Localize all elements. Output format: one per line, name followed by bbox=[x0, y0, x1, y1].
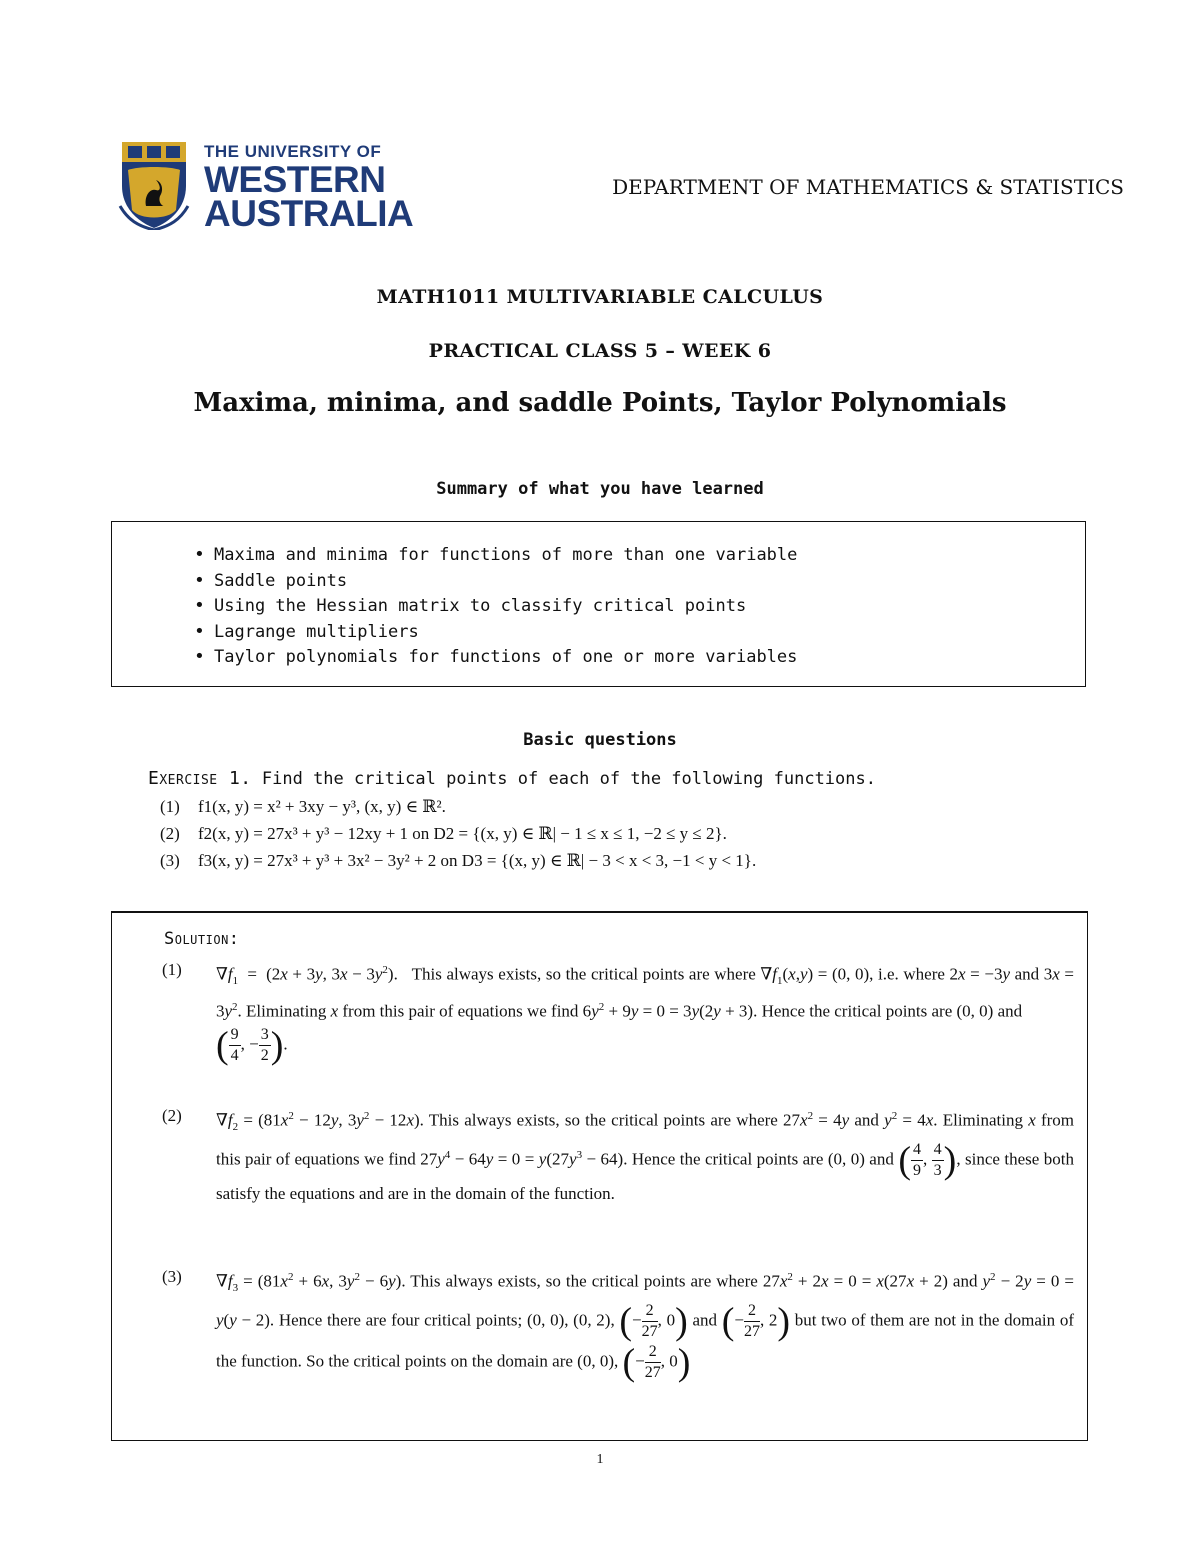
department-name: DEPARTMENT OF MATHEMATICS & STATISTICS bbox=[612, 175, 1124, 199]
solution-text: $\nabla f_3 = (81x^2 + 6x$, $3y^2 - 6y$). This always exists, so the critical points are where $27x^2 + 2x = 0 = x(27x + 2)$ and $y^2 - 2y = 0 = y(y - 2)$. Hence there are four critical points; (0, 0), (0, 2), (− $\frac{2}{27}$ , 0) and (− $\frac{2}{27}$ , 2) but two of them are not in the domain of the function. So the critical points on the domain are (0, 0), (− $\frac{2}{27}$ , 0) bbox=[216, 1271, 1074, 1384]
question-number: (1) bbox=[160, 797, 180, 816]
logo-line-2: WESTERN bbox=[204, 159, 386, 200]
solution-item-2 bbox=[162, 1103, 1074, 1207]
basic-questions-heading: Basic questions bbox=[523, 730, 677, 750]
exercise-1 bbox=[148, 768, 876, 789]
solution-item-1 bbox=[162, 957, 1074, 1066]
exercise-text: Find the critical points of each of the following functions. bbox=[261, 769, 876, 789]
question-text: f2(x, y) = 27x³ + y³ − 12xy + 1 on D2 = {(x, y) ∈ ℝ| − 1 ≤ x ≤ 1, −2 ≤ y ≤ 2}. bbox=[198, 824, 727, 843]
topic-title: Maxima, minima, and saddle Points, Taylor Polynomials bbox=[193, 388, 1007, 418]
university-logo bbox=[118, 140, 414, 234]
question-number: (3) bbox=[160, 851, 180, 870]
summary-heading: Summary of what you have learned bbox=[436, 479, 764, 499]
solution-item-3 bbox=[162, 1264, 1074, 1383]
list-item: • Taylor polynomials for functions of one or more variables bbox=[194, 644, 797, 670]
summary-list bbox=[194, 542, 797, 670]
solution-number: (2) bbox=[162, 1106, 182, 1125]
list-item: • Using the Hessian matrix to classify critical points bbox=[194, 593, 797, 619]
solution-label: Solution: bbox=[164, 929, 240, 949]
university-crest-icon bbox=[118, 140, 190, 230]
list-item: • Lagrange multipliers bbox=[194, 619, 797, 645]
list-item: • Maxima and minima for functions of more than one variable bbox=[194, 542, 797, 568]
solution-text: $\nabla f_2 = (81x^2 - 12y$, $3y^2 - 12x$). This always exists, so the critical points are where $27x^2 = 4y$ and $y^2 = 4x$. Eliminating x from this pair of equations we find $27y^4 - 64y = 0 = y(27y^3 - 64)$. Hence the critical points are (0, 0) and ( $\frac{4}{9}$ , $\frac{4}{3}$ ), since these both satisfy the equations and are in the domain of the function. bbox=[216, 1110, 1075, 1204]
logo-line-3: AUSTRALIA bbox=[204, 193, 414, 234]
course-title: MATH1011 MULTIVARIABLE CALCULUS bbox=[376, 286, 824, 308]
question-3 bbox=[160, 851, 756, 871]
page-number: 1 bbox=[596, 1452, 604, 1467]
list-item: • Saddle points bbox=[194, 568, 797, 594]
summary-box bbox=[111, 521, 1086, 687]
solution-number: (3) bbox=[162, 1267, 182, 1286]
logo-line-1: THE UNIVERSITY OF bbox=[204, 142, 382, 161]
question-text: f3(x, y) = 27x³ + y³ + 3x² − 3y² + 2 on D3 = {(x, y) ∈ ℝ| − 3 < x < 3, −1 < y < 1}. bbox=[198, 851, 757, 870]
exercise-label: Exercise 1. bbox=[148, 768, 252, 789]
question-1 bbox=[160, 797, 446, 817]
solution-number: (1) bbox=[162, 960, 182, 979]
solution-text: $\nabla f_1 = (2x + 3y$, $3x - 3y^2$). This always exists, so the critical points are where $\nabla f_1(x,y) = (0$, 0), i.e. where 2x = −3y and $3x = 3y^2$. Eliminating x from this pair of equations we find $6y^2 + 9y = 0 = 3y(2y + 3)$. Hence the critical points are (0, 0) and ( $\frac{9}{4}$ , − $\frac{3}{2}$ ). bbox=[216, 964, 1075, 1067]
question-2 bbox=[160, 824, 727, 844]
practical-title: PRACTICAL CLASS 5 – WEEK 6 bbox=[428, 340, 772, 362]
question-number: (2) bbox=[160, 824, 180, 843]
question-text: f1(x, y) = x² + 3xy − y³, (x, y) ∈ ℝ². bbox=[198, 797, 446, 816]
solution-box bbox=[111, 911, 1088, 1441]
